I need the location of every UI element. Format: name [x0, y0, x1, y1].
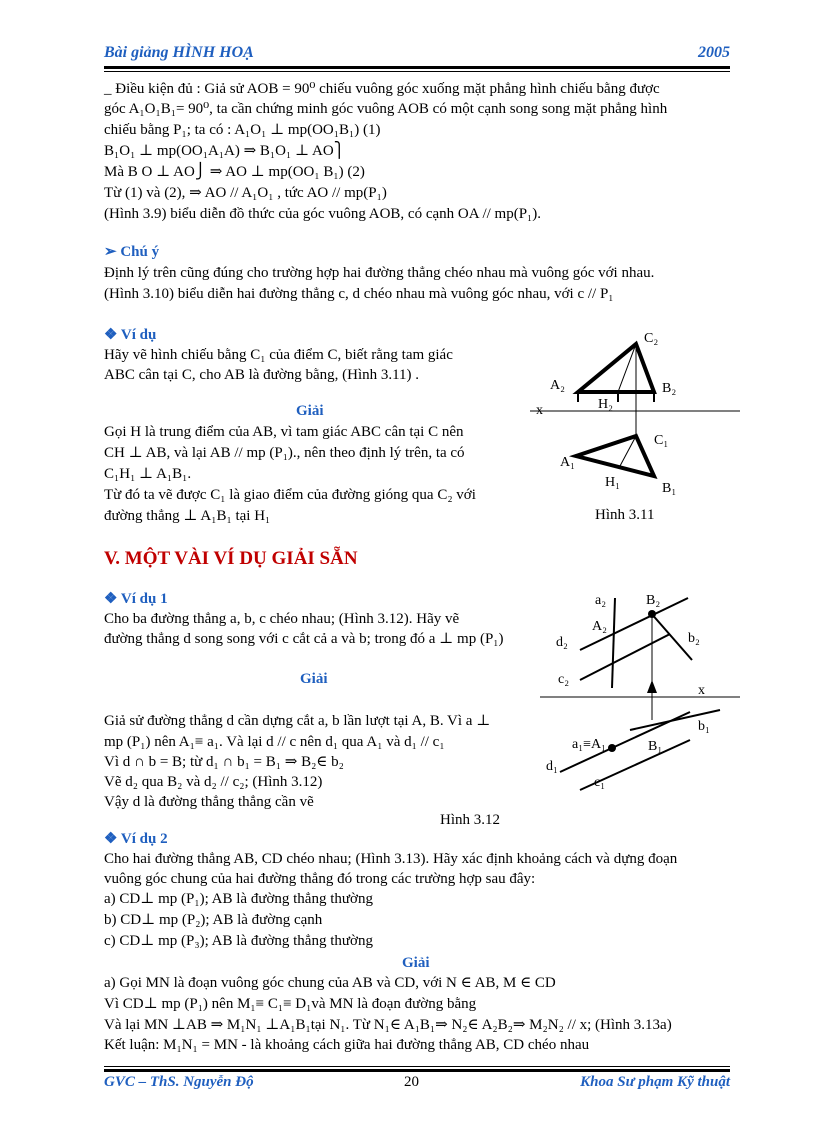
text-line: Từ (1) và (2), ⇒ AO // A₁O₁ , tức AO // mp(P₁)	[104, 185, 387, 201]
text-line: mp (P₁) nên A₁≡ a₁. Và lại d // c nên d₁ qua A₁ và d₁ // c₁	[104, 734, 445, 750]
footer-rule-thin	[104, 1066, 730, 1067]
text-line: Hãy vẽ hình chiếu bằng C₁ của điểm C, biết rằng tam giác	[104, 347, 453, 363]
solution-heading: Giải	[402, 955, 430, 971]
example-heading: ❖ Ví dụ 1	[104, 591, 168, 607]
label-d2: d₂	[556, 635, 568, 650]
label-c1: c₁	[594, 775, 606, 790]
text-line: Vậy d là đường thẳng thẳng cần vẽ	[104, 794, 314, 810]
page-number: 20	[404, 1074, 419, 1090]
text-line: a) CD⊥ mp (P₁); AB là đường thẳng thường	[104, 891, 373, 907]
footer-rule	[104, 1069, 730, 1072]
label-a1: A₁	[560, 455, 575, 470]
text-line: Và lại MN ⊥AB ⇒ M₁N₁ ⊥A₁B₁tại N₁. Từ N₁∈ A₁B₁⇒ N₂∈ A₂B₂⇒ M₂N₂ // x; (Hình 3.13a)	[104, 1017, 672, 1033]
header-year: 2005	[698, 44, 730, 61]
text-line: (Hình 3.10) biểu diễn hai đường thẳng c, d chéo nhau mà vuông góc nhau, với c // P₁	[104, 286, 614, 302]
label-b2: B₂	[646, 593, 661, 608]
text-line: Định lý trên cũng đúng cho trường hợp hai đường thẳng chéo nhau mà vuông góc với nhau.	[104, 265, 655, 281]
figure-caption: Hình 3.12	[440, 812, 500, 828]
text-line: đường thẳng ⊥ A₁B₁ tại H₁	[104, 508, 271, 524]
header-rule-thin	[104, 71, 730, 72]
label-d1: d₁	[546, 759, 558, 774]
label-a1: a₁≡A₁	[572, 737, 606, 752]
label-x: x	[698, 683, 705, 698]
page-footer	[104, 1074, 730, 1096]
text-line: chiếu bằng P₁; ta có : A₁O₁ ⊥ mp(OO₁B₁) (1)	[104, 122, 381, 138]
label-capB1: B₁	[648, 739, 663, 754]
figure-3-12	[540, 590, 740, 805]
text-line: Vì d ∩ b = B; từ d₁ ∩ b₁ = B₁ ⇒ B₂∈ b₂	[104, 754, 344, 770]
text-line: vuông góc chung của hai đường thẳng đó trong các trường hợp sau đây:	[104, 871, 536, 887]
text-line: Gọi H là trung điểm của AB, vì tam giác ABC cân tại C nên	[104, 424, 464, 440]
label-a2: a₂	[595, 593, 607, 608]
figure-caption: Hình 3.11	[595, 507, 655, 523]
text-line: Cho ba đường thẳng a, b, c chéo nhau; (Hình 3.12). Hãy vẽ	[104, 611, 460, 627]
text-line: C₁H₁ ⊥ A₁B₁.	[104, 466, 192, 482]
label-c2: c₂	[558, 672, 570, 687]
label-capA2: A₂	[592, 619, 607, 634]
text-line: Vẽ d₂ qua B₂ và d₂ // c₂; (Hình 3.12)	[104, 774, 323, 790]
text-line: Vì CD⊥ mp (P₁) nên M₁≡ C₁≡ D₁và MN là đoạn đường bằng	[104, 996, 477, 1012]
text-line: a) Gọi MN là đoạn vuông góc chung của AB và CD, với N ∈ AB, M ∈ CD	[104, 975, 556, 991]
section-heading: V. MỘT VÀI VÍ DỤ GIẢI SẴN	[104, 548, 358, 569]
example-heading: ❖ Ví dụ 2	[104, 831, 168, 847]
note-heading: ➢ Chú ý	[104, 244, 160, 260]
text-line: B₁O₁ ⊥ mp(OO₁A₁A) ⇒ B₁O₁ ⊥ AO⎫	[104, 143, 345, 159]
text-line: Từ đó ta vẽ được C₁ là giao điểm của đường gióng qua C₂ với	[104, 487, 476, 503]
header-rule	[104, 66, 730, 69]
text-line: Mà B O ⊥ AO⎭ ⇒ AO ⊥ mp(OO₁ B₁) (2)	[104, 164, 365, 180]
text-line: Cho hai đường thẳng AB, CD chéo nhau; (Hình 3.13). Hãy xác định khoảng cách và dựng đoạn	[104, 851, 678, 867]
example-heading: ❖ Ví dụ	[104, 327, 157, 343]
footer-author: GVC – ThS. Nguyễn Độ	[104, 1074, 254, 1090]
label-a2: A₂	[550, 378, 565, 393]
page-header	[104, 44, 730, 66]
solution-heading: Giải	[300, 671, 328, 687]
text-line: CH ⊥ AB, và lại AB // mp (P₁)., nên theo định lý trên, ta có	[104, 445, 465, 461]
label-b1: b₁	[698, 719, 710, 734]
footer-department: Khoa Sư phạm Kỹ thuật	[580, 1074, 730, 1090]
text-line: ABC cân tại C, cho AB là đường bằng, (Hình 3.11) .	[104, 367, 420, 383]
label-c2: C₂	[644, 331, 659, 346]
header-title: Bài giảng HÌNH HOẠ	[104, 44, 254, 61]
text-line: đường thẳng d song song với c cắt cả a và b; trong đó a ⊥ mp (P₁)	[104, 631, 504, 647]
text-line: Kết luận: M₁N₁ = MN - là khoảng cách giữa hai đường thẳng AB, CD chéo nhau	[104, 1037, 590, 1053]
label-b2-line: b₂	[688, 631, 700, 646]
text-line: _ Điều kiện đủ : Giả sử AOB = 90⁰ chiếu vuông góc xuống mặt phẳng hình chiếu bằng được	[104, 81, 660, 97]
solution-heading: Giải	[296, 403, 324, 419]
figure-3-11	[530, 326, 740, 526]
text-line: góc A₁O₁B₁= 90⁰, ta cần chứng minh góc vuông AOB có một cạnh song song mặt phẳng hình	[104, 101, 668, 117]
text-line: b) CD⊥ mp (P₂); AB là đường cạnh	[104, 912, 323, 928]
label-x: x	[536, 403, 543, 418]
label-b1: B₁	[662, 481, 677, 496]
label-h1: H₁	[605, 475, 620, 490]
label-b2: B₂	[662, 381, 677, 396]
label-c1: C₁	[654, 433, 669, 448]
text-line: c) CD⊥ mp (P₃); AB là đường thẳng thường	[104, 933, 373, 949]
text-line: (Hình 3.9) biểu diễn đồ thức của góc vuông AOB, có cạnh OA // mp(P₁).	[104, 206, 542, 222]
label-h2: H₂	[598, 397, 613, 412]
text-line: Giả sử đường thẳng d cần dựng cắt a, b lần lượt tại A, B. Vì a ⊥	[104, 713, 491, 729]
